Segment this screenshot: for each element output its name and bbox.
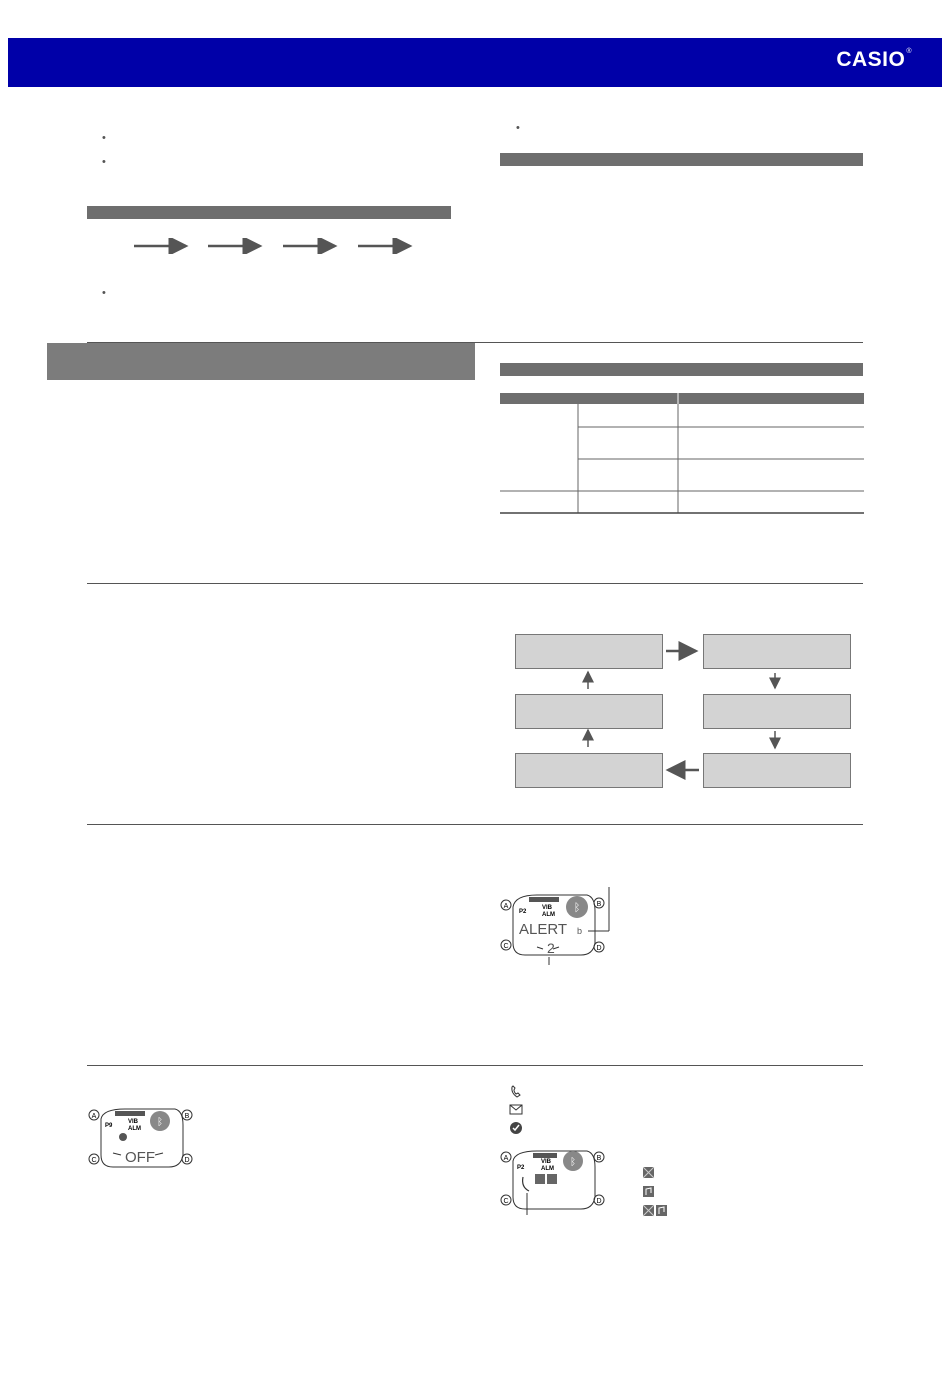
grid-icon <box>535 1174 545 1184</box>
flow-arrows <box>500 630 864 790</box>
brand-name: CASIO <box>836 48 906 71</box>
label-vib: VIB <box>541 1159 552 1165</box>
button-d-label: D <box>184 1157 190 1164</box>
button-b-label: B <box>596 901 602 908</box>
casio-logo <box>836 48 912 72</box>
divider-4 <box>87 1065 863 1066</box>
divider-2 <box>87 583 863 584</box>
header-bar <box>8 38 942 87</box>
bluetooth-icon: ᛒ <box>157 1117 163 1128</box>
phone-icon <box>509 1085 525 1099</box>
bullet-2: • <box>102 156 106 168</box>
bullet-4: • <box>102 287 106 299</box>
mail-icon <box>509 1104 525 1116</box>
label-alm: ALM <box>542 912 555 918</box>
divider-3 <box>87 824 863 825</box>
bullet-3: • <box>516 122 520 134</box>
bluetooth-icon: ᛒ <box>570 1157 576 1168</box>
grid-icon <box>547 1174 557 1184</box>
alert-text: ALERT <box>519 921 568 938</box>
label-p2: P2 <box>517 1165 525 1171</box>
grid-icon-1 <box>643 1167 655 1179</box>
alert-subdigit: b <box>577 926 583 936</box>
section-banner <box>47 343 475 380</box>
grid-note-icon <box>643 1205 669 1217</box>
note-icon-1 <box>643 1186 655 1198</box>
label-alm: ALM <box>128 1126 141 1132</box>
off-text: OFF <box>125 1149 155 1166</box>
label-alm: ALM <box>541 1166 554 1172</box>
watch-display-notification <box>497 1147 612 1217</box>
button-a-label: A <box>91 1113 97 1120</box>
bullet-1: • <box>102 132 106 144</box>
section-bar-left <box>87 206 451 219</box>
alert-digit: 2 <box>547 940 555 956</box>
phone-icon <box>523 1177 529 1191</box>
button-c-label: C <box>503 1198 509 1205</box>
schedule-icon <box>509 1121 525 1135</box>
label-vib: VIB <box>542 905 553 911</box>
button-d-label: D <box>596 945 602 952</box>
label-p2: P2 <box>519 909 527 915</box>
button-b-label: B <box>596 1155 602 1162</box>
button-a-label: A <box>503 903 509 910</box>
button-c-label: C <box>91 1157 97 1164</box>
section-bar-table <box>500 363 863 376</box>
bluetooth-icon: ᛒ <box>573 902 581 914</box>
label-vib: VIB <box>128 1119 139 1125</box>
button-a-label: A <box>503 1155 509 1162</box>
settings-table <box>500 393 864 515</box>
button-c-label: C <box>503 943 509 950</box>
watch-display-alert <box>497 885 622 967</box>
person-icon <box>119 1133 127 1141</box>
label-p9: P9 <box>105 1123 113 1129</box>
section-bar-right-top <box>500 153 863 166</box>
button-b-label: B <box>184 1113 190 1120</box>
registered-mark: ® <box>906 48 912 55</box>
arrow-chain <box>130 238 420 254</box>
watch-display-off <box>85 1105 200 1170</box>
button-d-label: D <box>596 1198 602 1205</box>
